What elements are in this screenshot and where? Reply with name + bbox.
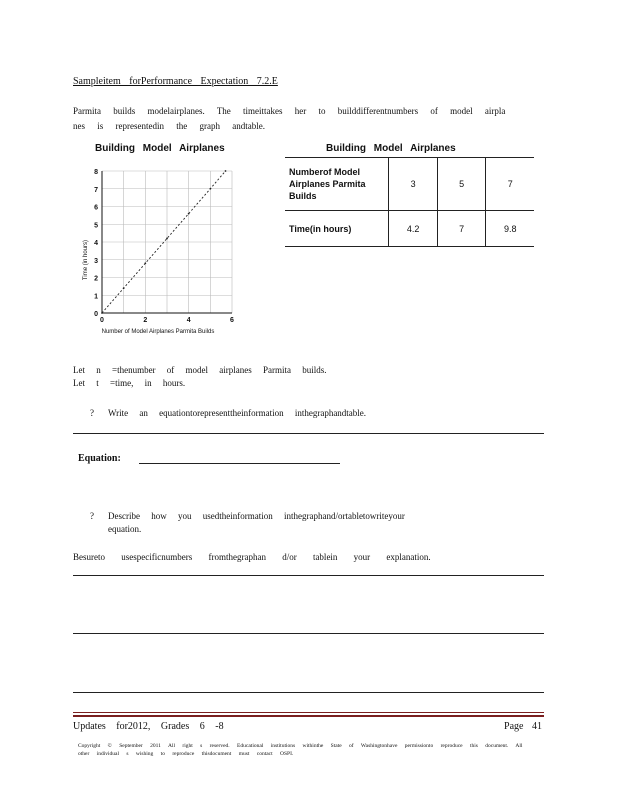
table-cell: 7 xyxy=(486,158,534,211)
table-cell: 3 xyxy=(389,158,438,211)
definition-n: Let n =thenumber of model airplanes Parmita builds. xyxy=(73,365,327,375)
table-cell: 5 xyxy=(437,158,485,211)
answer-line[interactable] xyxy=(73,433,544,434)
data-table xyxy=(285,157,534,247)
table-row xyxy=(285,211,534,247)
table-row xyxy=(285,158,534,211)
instruction-text: Besureto usespecificnumbers fromthegraphan d/or tablein your explanation. xyxy=(73,552,431,562)
y-tick-label: 6 xyxy=(94,204,98,212)
data-point xyxy=(123,287,125,289)
question-1-bullet: ? xyxy=(90,408,94,418)
page-title: Sampleitem forPerformance Expectation 7.2.E xyxy=(73,76,278,87)
y-tick-label: 3 xyxy=(94,257,98,265)
line-chart xyxy=(76,160,246,340)
equation-answer-line[interactable] xyxy=(139,463,340,464)
y-tick-label: 4 xyxy=(94,240,98,247)
data-point xyxy=(101,312,103,314)
x-axis-label: Number of Model Airplanes Parmita Builds xyxy=(101,329,215,335)
y-tick-label: 8 xyxy=(94,169,98,176)
answer-line[interactable] xyxy=(73,692,544,693)
table-cell: 9.8 xyxy=(486,211,534,247)
data-point xyxy=(225,170,227,172)
y-tick-label: 0 xyxy=(94,311,98,318)
data-point xyxy=(166,238,168,240)
equation-label: Equation: xyxy=(78,453,121,464)
page-number: Page 41 xyxy=(504,721,542,732)
x-tick-label: 4 xyxy=(186,317,191,324)
footer-divider xyxy=(73,712,544,713)
intro-paragraph: Parmita builds modelairplanes. The timeittakes her to builddifferentnumbers of model airpla nes is representedin the graph andtable. xyxy=(73,106,506,131)
data-point xyxy=(188,213,190,215)
answer-line[interactable] xyxy=(73,575,544,576)
y-axis-label: Time (in hours) xyxy=(83,239,89,281)
answer-line[interactable] xyxy=(73,633,544,634)
copyright-notice: Copyright © September 2011 All right s reserved. Educational institutions withinthe State of Washingtonhave permissionto reproduce this document. All other individual s wishing to reproduce thisdocument must contact OSPI. xyxy=(78,743,523,757)
table-row-header: Numberof Model Airplanes Parmita Builds xyxy=(285,158,389,211)
question-1-text: Write an equationtorepresenttheinformation inthegraphandtable. xyxy=(108,408,367,418)
y-tick-label: 1 xyxy=(94,293,98,301)
chart-ticks xyxy=(94,169,234,324)
y-tick-label: 5 xyxy=(94,222,98,230)
x-tick-label: 0 xyxy=(100,317,104,324)
data-point xyxy=(144,262,146,264)
table-row-header: Time(in hours) xyxy=(285,211,389,247)
x-tick-label: 2 xyxy=(143,317,148,324)
footer-divider-thick xyxy=(73,715,544,717)
question-2-bullet: ? xyxy=(90,511,94,521)
table-title: Building Model Airplanes xyxy=(326,143,456,154)
table-cell: 7 xyxy=(437,211,485,247)
question-2-text: Describe how you usedtheinformation inthegraphand/ortabletowriteyour xyxy=(108,511,405,521)
table-cell: 4.2 xyxy=(389,211,438,247)
definition-t: Let t =time, in hours. xyxy=(73,378,186,388)
chart-title: Building Model Airplanes xyxy=(95,143,225,154)
y-tick-label: 7 xyxy=(94,186,98,194)
question-2-text-cont: equation. xyxy=(108,524,142,534)
data-point xyxy=(209,188,211,190)
footer-left: Updates for2012, Grades 6 -8 xyxy=(73,721,224,732)
x-tick-label: 6 xyxy=(230,317,234,324)
y-tick-label: 2 xyxy=(94,275,98,283)
chart-grid xyxy=(102,171,232,313)
